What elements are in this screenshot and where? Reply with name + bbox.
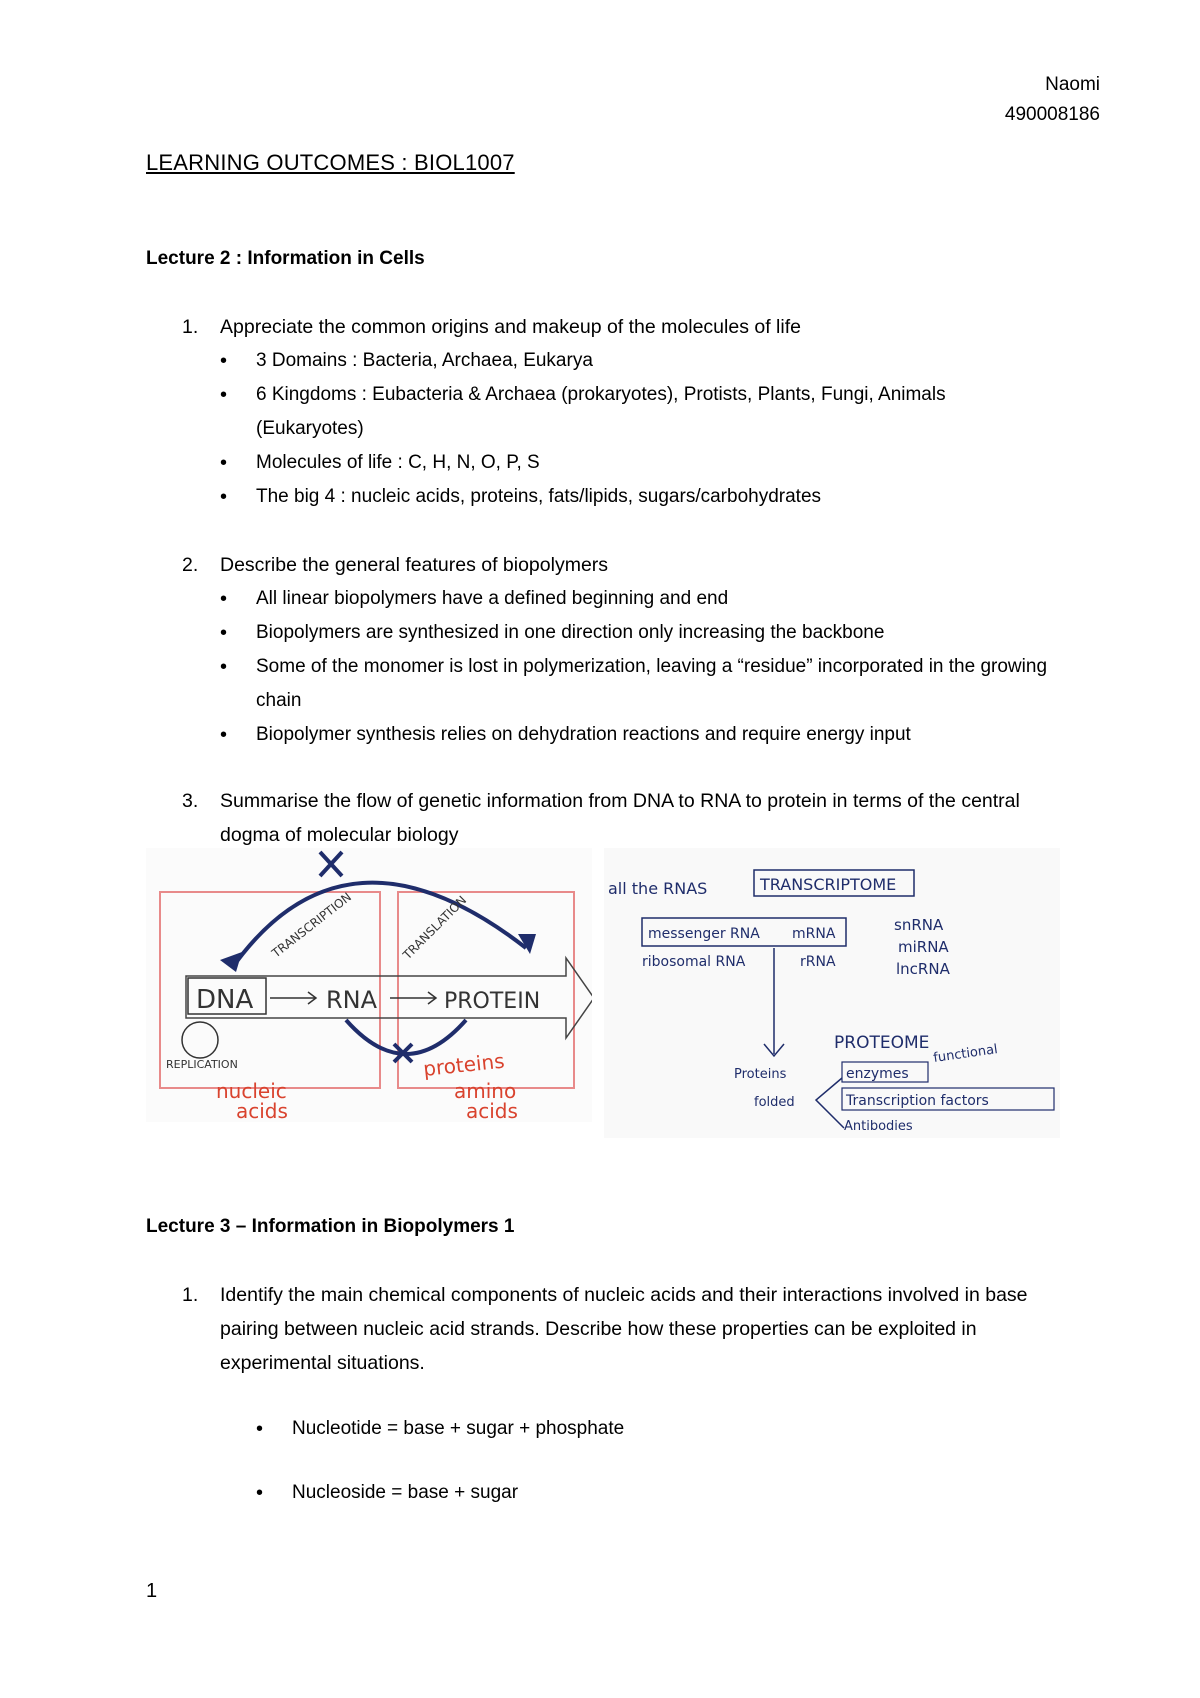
document-title: LEARNING OUTCOMES : BIOL1007 (146, 150, 515, 175)
page-number: 1 (146, 1580, 158, 1602)
bullet-item: • 3 Domains : Bacteria, Archaea, Eukarya (218, 344, 1058, 378)
bullet-item: • The big 4 : nucleic acids, proteins, fats/lipids, sugars/carbohydrates (218, 480, 1058, 514)
bullet-item: • Some of the monomer is lost in polymerization, leaving a “residue” incorporated in the growing chain (218, 650, 1058, 718)
proteome-label: PROTEOME (834, 1033, 930, 1053)
acids-right-label: acids (466, 1099, 518, 1122)
mirna-label: miRNA (898, 938, 949, 956)
outcome-text: Appreciate the common origins and makeup of the molecules of life (220, 316, 801, 338)
replication-label: REPLICATION (166, 1058, 238, 1071)
snrna-label: snRNA (894, 916, 944, 934)
bullet-item: • All linear biopolymers have a defined beginning and end (218, 582, 1058, 616)
outcome-number: 2. (182, 554, 199, 576)
folded-label: folded (754, 1095, 795, 1110)
outcome-item (182, 310, 1062, 344)
bullet-list (254, 1412, 1034, 1446)
outcome-number: 1. (182, 1284, 199, 1306)
student-id: 490008186 (1004, 104, 1100, 125)
transcription-label: TRANSCRIPTION (269, 889, 355, 961)
outcome-number: 1. (182, 316, 199, 338)
bullet-item: • Nucleoside = base + sugar (254, 1476, 1034, 1510)
transcriptome-proteome-diagram (604, 848, 1060, 1138)
bullet-item: • Molecules of life : C, H, N, O, P, S (218, 446, 1058, 480)
outcome-text: Identify the main chemical components of nucleic acids and their interactions involved in base pairing between nucleic acid strands. Describe how these properties can be exploited in experimental situations. (220, 1284, 1028, 1374)
bullet-item: • Nucleotide = base + sugar + phosphate (254, 1412, 1034, 1446)
bullet-list (218, 344, 1058, 514)
outcome-item (182, 1278, 1062, 1380)
functional-label: functional (932, 1042, 999, 1066)
lecture-3-heading: Lecture 3 – Information in Biopolymers 1 (146, 1216, 515, 1237)
amino-label: amino (454, 1079, 517, 1103)
mrna-label: mRNA (792, 926, 836, 942)
ribosomal-rna-label: ribosomal RNA (642, 954, 746, 970)
outcome-item (182, 784, 1062, 852)
rrna-label: rRNA (800, 954, 836, 970)
bullet-item: • 6 Kingdoms : Eubacteria & Archaea (prokaryotes), Protists, Plants, Fungi, Animals (Eukaryotes) (218, 378, 1058, 446)
proteins-red-label: proteins (422, 1048, 506, 1081)
transcription-factors-label: Transcription factors (846, 1093, 989, 1109)
outcome-item (182, 548, 1062, 582)
lecture-2-heading: Lecture 2 : Information in Cells (146, 248, 425, 269)
all-rnas-label: all the RNAS (608, 879, 708, 898)
bullet-list (254, 1476, 1034, 1510)
lncrna-label: lncRNA (896, 960, 950, 978)
messenger-rna-label: messenger RNA (648, 926, 760, 942)
nucleic-label: nucleic (216, 1079, 287, 1103)
bullet-item: • Biopolymers are synthesized in one direction only increasing the backbone (218, 616, 1058, 650)
rna-label: RNA (326, 986, 378, 1014)
outcome-text: Summarise the flow of genetic information from DNA to RNA to protein in terms of the central dogma of molecular biology (220, 790, 1020, 846)
enzymes-label: enzymes (846, 1066, 909, 1082)
transcriptome-label: TRANSCRIPTOME (760, 875, 897, 894)
bullet-item: • Biopolymer synthesis relies on dehydration reactions and require energy input (218, 718, 1058, 752)
bullet-list (218, 582, 1058, 752)
translation-label: TRANSLATION (400, 893, 470, 963)
dna-label: DNA (196, 985, 254, 1015)
central-dogma-diagram (146, 848, 592, 1122)
outcome-text: Describe the general features of biopolymers (220, 554, 609, 576)
outcome-number: 3. (182, 790, 199, 812)
protein-label: PROTEIN (444, 989, 541, 1014)
acids-left-label: acids (236, 1099, 288, 1122)
author-name: Naomi (1045, 74, 1100, 95)
proteins-label: Proteins (734, 1067, 787, 1082)
antibodies-label: Antibodies (844, 1119, 913, 1134)
